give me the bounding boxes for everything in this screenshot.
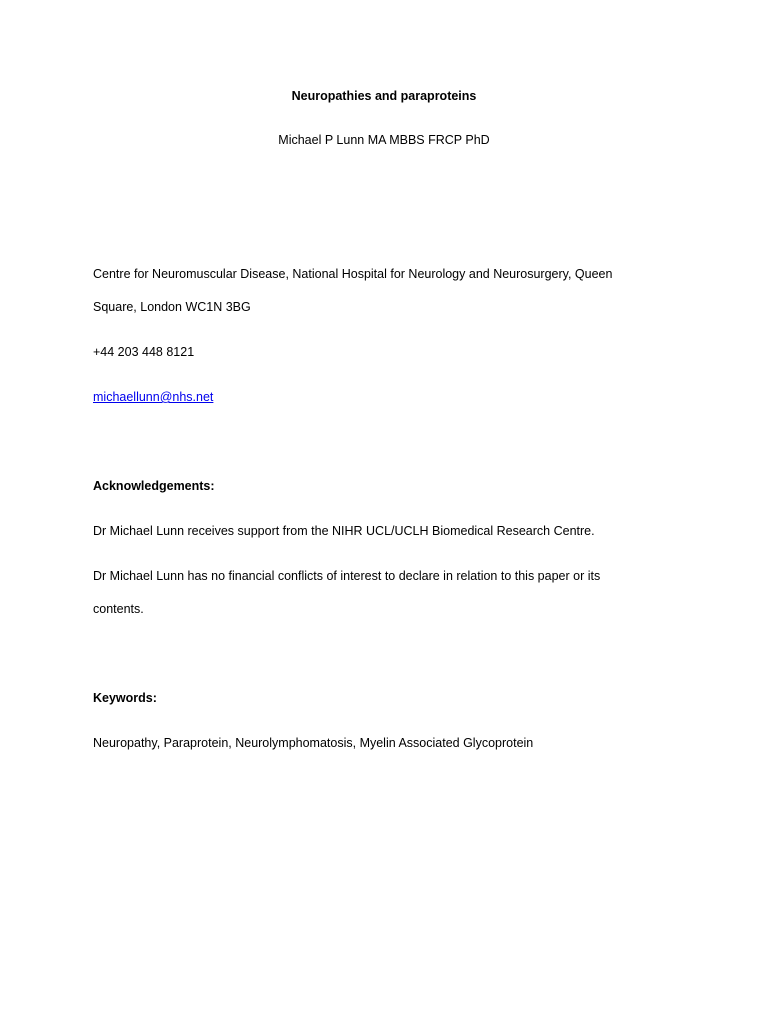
acknowledgements-conflicts-line-2: contents. <box>93 602 144 616</box>
email-link[interactable]: michaellunn@nhs.net <box>93 390 214 404</box>
paper-title: Neuropathies and paraproteins <box>291 89 477 103</box>
keywords-heading: Keywords: <box>93 691 157 705</box>
affiliation-line-1: Centre for Neuromuscular Disease, National Hospital for Neurology and Neurosurgery, Queen <box>93 267 613 281</box>
acknowledgements-support: Dr Michael Lunn receives support from the NIHR UCL/UCLH Biomedical Research Centre. <box>93 524 595 538</box>
phone-number: +44 203 448 8121 <box>93 345 195 359</box>
author-line: Michael P Lunn MA MBBS FRCP PhD <box>278 133 490 147</box>
keywords-list: Neuropathy, Paraprotein, Neurolymphomatosis, Myelin Associated Glycoprotein <box>93 736 534 750</box>
acknowledgements-heading: Acknowledgements: <box>93 479 215 493</box>
affiliation-line-2: Square, London WC1N 3BG <box>93 300 251 314</box>
acknowledgements-conflicts-line-1: Dr Michael Lunn has no financial conflicts of interest to declare in relation to this paper or its <box>93 569 601 583</box>
email-line <box>93 389 213 405</box>
